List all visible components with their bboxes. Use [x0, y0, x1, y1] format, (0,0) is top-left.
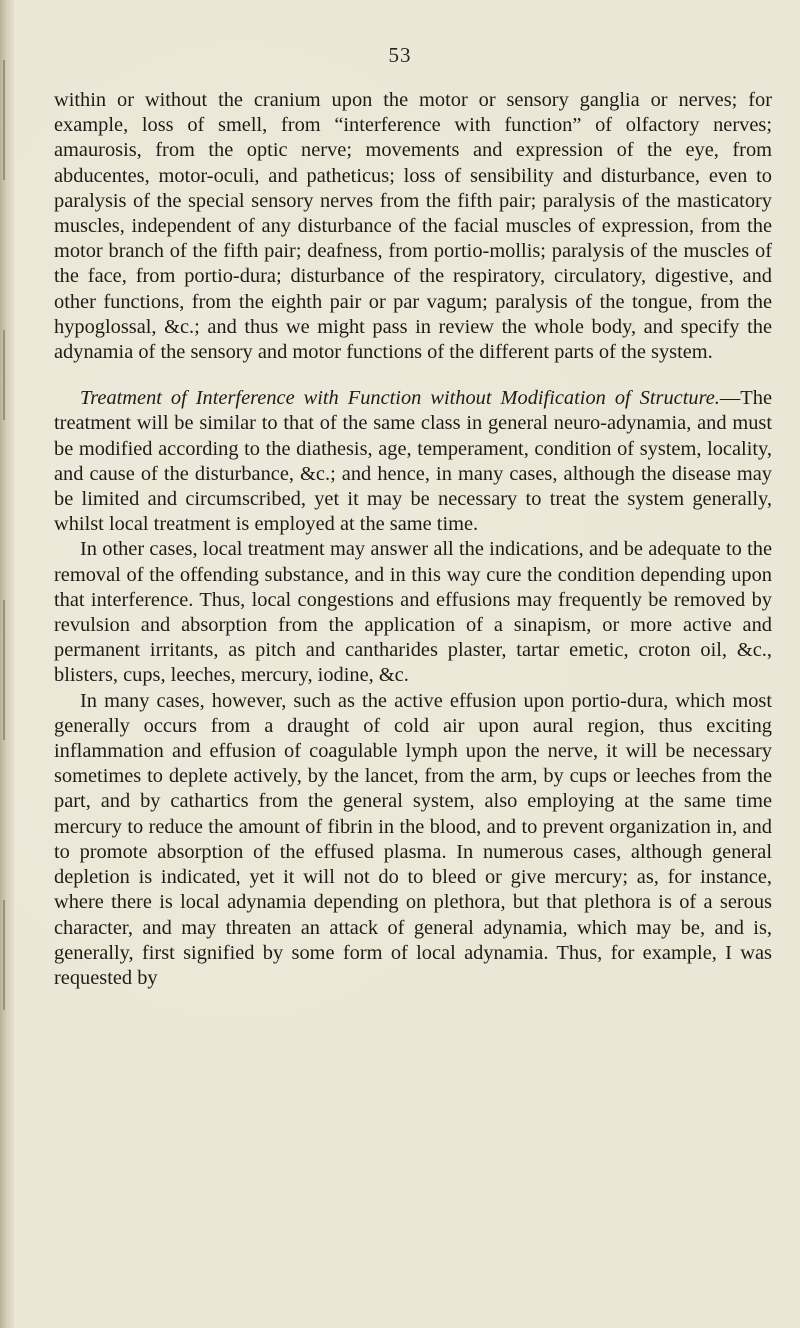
- paragraph: [54, 689, 772, 991]
- paragraph: [54, 386, 772, 537]
- paragraph: [54, 537, 772, 688]
- paragraph-text: In many cases, however, such as the active effusion upon portio-dura, which most generally occurs from a draught of cold air upon aural region, thus exciting inflammation and effusion of coagulable lymph upon the nerve, it will be necessary sometimes to deplete actively, by the lancet, from the arm, by cups or leeches from the part, and by cathartics from the general system, also employing at the same time mercury to reduce the amount of fibrin in the blood, and to prevent organization in, and to promote absorption of the effused plasma. In numerous cases, although general depletion is indicated, yet it will not do to bleed or give mercury; as, for instance, where there is local adynamia depending on plethora, but that plethora is of a serous character, and may threaten an attack of general adynamia, which may be, and is, generally, first signified by some form of local adynamia. Thus, for example, I was requested by: [54, 689, 772, 989]
- binding-edge: [0, 0, 14, 1328]
- section-heading: Treatment of Interference with Function without Modification of Structure.: [80, 387, 720, 410]
- binding-mark: [3, 330, 5, 420]
- paragraph-text: In other cases, local treatment may answer all the indications, and be adequate to the removal of the offending substance, and in this way cure the condition depending upon that interference. Thus, local congestions and effusions may frequently be removed by revulsion and absorption from the application of a sinapism, or more active and permanent irritants, as pitch and cantharides plaster, tartar emetic, croton oil, &c., blisters, cups, leeches, mercury, iodine, &c.: [54, 538, 772, 687]
- paragraph-text: —The treatment will be similar to that of the same class in general neuro-adynamia, and must be modified according to the diathesis, age, temperament, condition of system, locality, and cause of the disturbance, &c.; and hence, in many cases, although the disease may be limited and circumscribed, yet it may be necessary to treat the system generally, whilst local treatment is employed at the same time.: [54, 387, 772, 536]
- paragraph-text: within or without the cranium upon the motor or sensory ganglia or nerves; for example, loss of smell, from “interference with function” of olfactory nerves; amaurosis, from the optic nerve; movements and expression of the eye, from abducentes, motor-oculi, and patheticus; loss of sensibility and disturbance, even to paralysis of the special sensory nerves from the fifth pair; paralysis of the masticatory muscles, independent of any disturbance of the facial muscles of expression, from the motor branch of the fifth pair; deafness, from portio-mollis; paralysis of the muscles of the face, from portio-dura; disturbance of the respiratory, circulatory, digestive, and other functions, from the eighth pair or par vagum; paralysis of the tongue, from the hypoglossal, &c.; and thus we might pass in review the whole body, and specify the adynamia of the sensory and motor functions of the different parts of the system.: [54, 89, 772, 364]
- paragraph: [54, 88, 772, 365]
- binding-mark: [3, 600, 5, 740]
- binding-mark: [3, 900, 5, 1010]
- page-number: 53: [388, 43, 412, 67]
- binding-mark: [3, 60, 5, 180]
- body-text: [54, 88, 772, 991]
